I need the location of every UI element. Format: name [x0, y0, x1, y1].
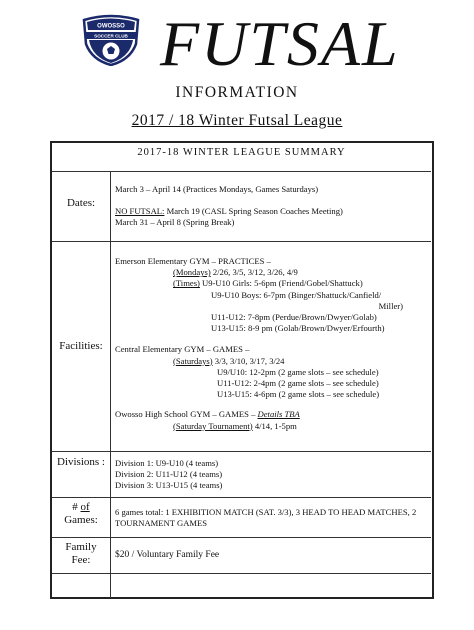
- games-row: [52, 497, 431, 537]
- emerson-times-2: U9-U10 Boys: 6-7pm (Binger/Shattuck/Canfield/: [211, 289, 382, 300]
- empty-row: [52, 573, 431, 598]
- division-item: Division 3: U13-U15 (4 teams): [115, 480, 223, 491]
- owosso-soccer-club-logo: [80, 14, 142, 66]
- central-title: Central Elementary GYM – GAMES –: [115, 344, 250, 355]
- fee-content: $20 / Voluntary Family Fee: [115, 550, 220, 560]
- no-futsal-label: NO FUTSAL:: [115, 206, 165, 217]
- emerson-days: (Mondays) 2/26, 3/5, 3/12, 3/26, 4/9: [173, 267, 298, 278]
- svg-text:SOCCER CLUB: SOCCER CLUB: [94, 33, 128, 39]
- emerson-times-3: U11-U12: 7-8pm (Perdue/Brown/Dwyer/Golab): [211, 312, 377, 323]
- emerson-times-4: U13-U15: 8-9 pm (Golab/Brown/Dwyer/Erfourth): [211, 323, 385, 334]
- divisions-row: [52, 451, 431, 497]
- central-days: (Saturdays) 3/3, 3/10, 3/17, 3/24: [173, 355, 285, 366]
- facilities-row: [52, 241, 431, 451]
- games-label: # of Games:: [64, 501, 98, 526]
- games-content: 6 games total: 1 EXHIBITION MATCH (SAT. 3/3), 3 HEAD TO HEAD MATCHES, 2 TOURNAMENT GAMES: [115, 507, 417, 529]
- owosso-tournament: (Saturday Tournament) 4/14, 1-5pm: [173, 420, 297, 431]
- summary-title: 2017-18 WINTER LEAGUE SUMMARY: [137, 147, 346, 158]
- details-tba: Details TBA: [257, 409, 300, 420]
- dates-line-2: [115, 206, 429, 217]
- league-summary-table: [50, 141, 434, 599]
- dates-content: [115, 184, 429, 229]
- information-heading: INFORMATION: [175, 84, 299, 101]
- owosso-title: Owosso High School GYM – GAMES – Details TBA: [115, 409, 300, 420]
- dates-line-3: March 31 – April 8 (Spring Break): [115, 217, 235, 228]
- division-item: Division 1: U9-U10 (4 teams): [115, 458, 219, 468]
- central-games-2: U11-U12: 2-4pm (2 game slots – see schedule): [217, 378, 379, 389]
- central-games-1: U9/U10: 12-2pm (2 game slots – see schedule): [217, 366, 379, 377]
- dates-label: Dates:: [66, 197, 96, 209]
- facilities-content: [115, 256, 429, 432]
- division-item: Division 2: U11-U12 (4 teams): [115, 469, 223, 480]
- futsal-title: FUTSAL: [160, 8, 400, 79]
- emerson-times-2b: Miller): [378, 300, 403, 311]
- divisions-content: [115, 458, 429, 492]
- fee-label: Family Fee:: [65, 541, 97, 566]
- facilities-label: Facilities:: [59, 340, 103, 352]
- dates-row: [52, 171, 431, 241]
- league-heading: 2017 / 18 Winter Futsal League: [131, 112, 343, 129]
- emerson-times-1: (Times) U9-U10 Girls: 5-6pm (Friend/Gobel/Shattuck): [173, 278, 363, 289]
- divisions-label: Divisions :: [57, 456, 105, 468]
- dates-line-1: March 3 – April 14 (Practices Mondays, Games Saturdays): [115, 184, 319, 194]
- svg-text:OWOSSO: OWOSSO: [97, 23, 125, 30]
- central-games-3: U13-U15: 4-6pm (2 game slots – see schedule): [217, 389, 380, 400]
- emerson-title: Emerson Elementary GYM – PRACTICES –: [115, 256, 271, 266]
- fee-row: [52, 537, 431, 573]
- no-futsal-text: March 19 (CASL Spring Season Coaches Meeting): [164, 206, 343, 217]
